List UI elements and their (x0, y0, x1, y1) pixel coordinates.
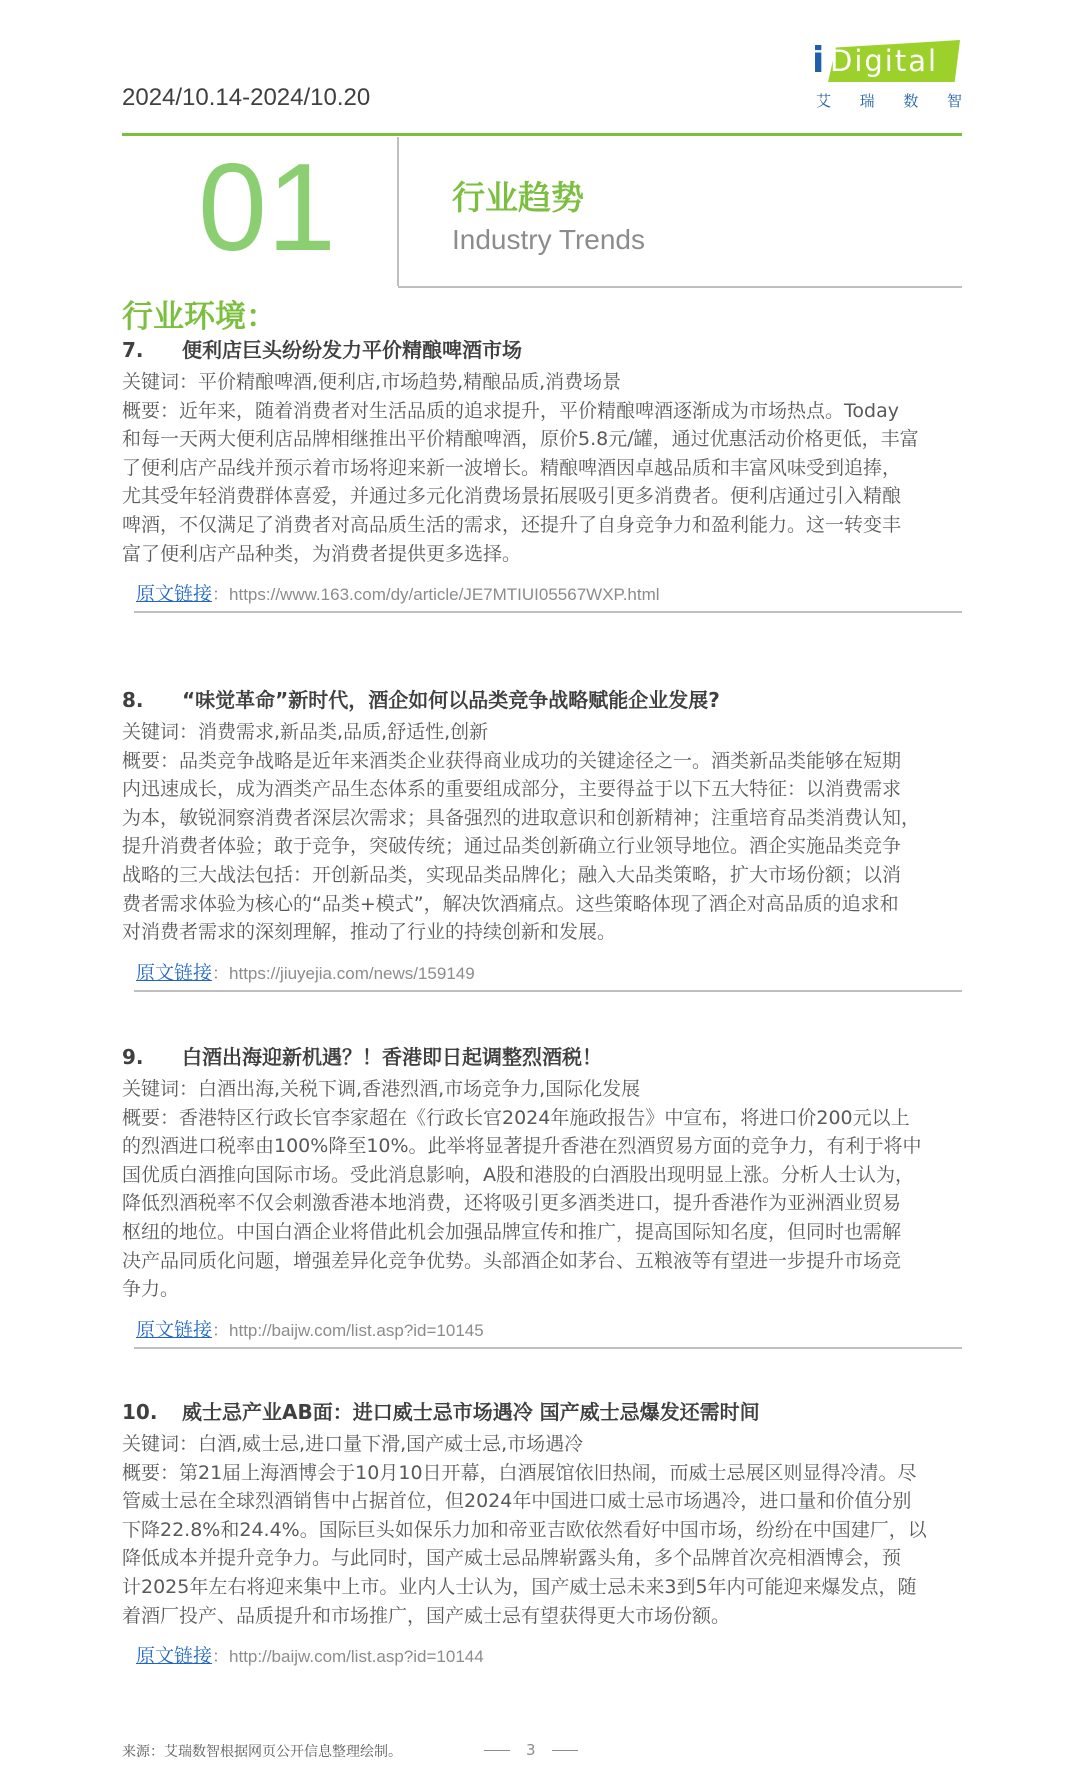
news-item-headline: “味觉革命”新时代，酒企如何以品类竞争战略赋能企业发展? (182, 688, 720, 712)
source-link-row (122, 1642, 962, 1671)
idigital-logo (812, 36, 962, 112)
source-note: 来源：艾瑞数智根据网页公开信息整理绘制。 (122, 1744, 402, 1760)
news-item (122, 684, 962, 992)
source-link[interactable]: 原文链接 (136, 583, 213, 606)
logo-char: 瑞 (859, 92, 875, 110)
keywords-line: 关键词：消费需求,新品类,品质,舒适性,创新 (122, 721, 489, 743)
source-link-row (122, 580, 962, 609)
item-divider (134, 990, 962, 992)
source-url[interactable]: ：http://baijw.com/list.asp?id=10144 (212, 1647, 484, 1667)
news-item-number: 10. (122, 1400, 158, 1424)
summary-line: 计2025年左右将迎来集中上市。业内人士认为，国产威士忌未来3到5年内可能迎来爆发点，随 (122, 1575, 917, 1598)
news-item (122, 1041, 962, 1349)
logo-char: 艾 (816, 92, 832, 110)
news-item-headline: 威士忌产业AB面：进口威士忌市场遇冷 国产威士忌爆发还需时间 (182, 1400, 760, 1424)
date-range: 2024/10.14-2024/10.20 (122, 84, 371, 111)
source-url[interactable]: ：https://www.163.com/dy/article/JE7MTIUI05567WXP.html (212, 585, 660, 605)
keywords-line: 关键词：平价精酿啤酒,便利店,市场趋势,精酿品质,消费场景 (122, 371, 622, 393)
summary-line: 概要：近年来，随着消费者对生活品质的追求提升，平价精酿啤酒逐渐成为市场热点。Today (122, 399, 899, 422)
source-link-row (122, 1316, 962, 1345)
summary-line: 决产品同质化问题，增强差异化竞争优势。头部酒企如茅台、五粮液等有望进一步提升市场竞 (122, 1249, 902, 1272)
source-link-row (122, 959, 962, 988)
logo-word: Digital (830, 44, 939, 78)
source-link[interactable]: 原文链接 (136, 1318, 213, 1341)
summary-line: 为本，敏锐洞察消费者深层次需求；具备强烈的进取意识和创新精神；注重培育品类消费认知， (122, 806, 921, 829)
item-divider (134, 611, 962, 613)
source-link[interactable]: 原文链接 (136, 961, 213, 984)
section-subtitle: Industry Trends (452, 224, 645, 255)
news-item-headline: 便利店巨头纷纷发力平价精酿啤酒市场 (182, 338, 522, 362)
summary-line: 国优质白酒推向国际市场。受此消息影响，A股和港股的白酒股出现明显上涨。分析人士认为， (122, 1163, 915, 1186)
page-dash-right (552, 1750, 578, 1751)
page-number: 3 (526, 1741, 536, 1759)
header-divider (122, 133, 962, 136)
logo-chinese-name (816, 90, 962, 111)
news-item-title (122, 684, 962, 718)
news-item (122, 334, 962, 613)
summary-line: 的烈酒进口税率由100%降至10%。此举将显著提升香港在烈酒贸易方面的竞争力，有利于将中 (122, 1135, 922, 1158)
logo-letter: i (812, 40, 825, 81)
section-number: 01 (198, 139, 336, 277)
keywords-line: 关键词：白酒出海,关税下调,香港烈酒,市场竞争力,国际化发展 (122, 1078, 641, 1100)
source-url[interactable]: ：https://jiuyejia.com/news/159149 (212, 963, 475, 983)
summary-line: 下降22.8%和24.4%。国际巨头如保乐力加和帝亚吉欧依然看好中国市场，纷纷在中国建厂，以 (122, 1518, 927, 1541)
summary-line: 啤酒，不仅满足了消费者对高品质生活的需求，还提升了自身竞争力和盈利能力。这一转变丰 (122, 513, 902, 536)
summary-line: 概要：第21届上海酒博会于10月10日开幕，白酒展馆依旧热闹，而威士忌展区则显得冷清。尽 (122, 1461, 917, 1484)
summary-line: 降低烈酒税率不仅会刺激香港本地消费，还将吸引更多酒类进口，提升香港作为亚洲酒业贸易 (122, 1192, 902, 1215)
summary-line: 概要：香港特区行政长官李家超在《行政长官2024年施政报告》中宣布，将进口价200元以上 (122, 1106, 910, 1129)
summary-line: 对消费者需求的深刻理解，推动了行业的持续创新和发展。 (122, 921, 617, 944)
source-link[interactable]: 原文链接 (136, 1645, 213, 1668)
summary-line: 了便利店产品线并预示着市场将迎来新一波增长。精酿啤酒因卓越品质和丰富风味受到追捧， (122, 456, 902, 479)
summary-line: 提升消费者体验；敢于竞争，突破传统；通过品类创新确立行业领导地位。酒企实施品类竞争 (122, 835, 902, 858)
page-dash-left (484, 1750, 510, 1751)
logo-char: 数 (903, 92, 919, 110)
summary-line: 概要：品类竞争战略是近年来酒类企业获得商业成功的关键途径之一。酒类新品类能够在短期 (122, 749, 902, 772)
summary-line: 降低成本并提升竞争力。与此同时，国产威士忌品牌崭露头角，多个品牌首次亮相酒博会，预 (122, 1547, 902, 1570)
summary-line: 费者需求体验为核心的“品类+模式”，解决饮酒痛点。这些策略体现了酒企对高品质的追求和 (122, 892, 899, 915)
news-item-title (122, 334, 962, 368)
news-item-title (122, 1041, 962, 1075)
summary-line: 管威士忌在全球烈酒销售中占据首位，但2024年中国进口威士忌市场遇冷，进口量和价值分别 (122, 1490, 912, 1513)
news-item (122, 1396, 962, 1671)
section-vertical-divider (397, 137, 399, 286)
news-item-title (122, 1396, 962, 1430)
news-item-number: 8. (122, 688, 144, 712)
summary-line: 和每一天两大便利店品牌相继推出平价精酿啤酒，原价5.8元/罐，通过优惠活动价格更低，丰富 (122, 428, 919, 451)
item-divider (134, 1347, 962, 1349)
section-heading: 行业环境： (122, 299, 277, 335)
summary-line: 内迅速成长，成为酒类产品生态体系的重要组成部分，主要得益于以下五大特征：以消费需求 (122, 778, 902, 801)
summary-line: 富了便利店产品种类，为消费者提供更多选择。 (122, 542, 522, 565)
source-url[interactable]: ：http://baijw.com/list.asp?id=10145 (212, 1320, 484, 1340)
keywords-line: 关键词：白酒,威士忌,进口量下滑,国产威士忌,市场遇冷 (122, 1433, 584, 1455)
logo-char: 智 (946, 92, 962, 110)
news-item-headline: 白酒出海迎新机遇？！香港即日起调整烈酒税！ (182, 1045, 602, 1069)
section-divider (398, 286, 962, 288)
summary-line: 尤其受年轻消费群体喜爱，并通过多元化消费场景拓展吸引更多消费者。便利店通过引入精酿 (122, 485, 902, 508)
summary-line: 枢纽的地位。中国白酒企业将借此机会加强品牌宣传和推广，提高国际知名度，但同时也需解 (122, 1220, 902, 1243)
summary-line: 争力。 (122, 1278, 180, 1301)
news-item-number: 9. (122, 1045, 144, 1069)
news-item-number: 7. (122, 338, 144, 362)
summary-line: 着酒厂投产、品质提升和市场推广，国产威士忌有望获得更大市场份额。 (122, 1604, 731, 1627)
section-title: 行业趋势 (452, 178, 584, 217)
page-number-area (484, 1741, 578, 1759)
summary-line: 战略的三大战法包括：开创新品类，实现品类品牌化；融入大品类策略，扩大市场份额；以消 (122, 863, 902, 886)
